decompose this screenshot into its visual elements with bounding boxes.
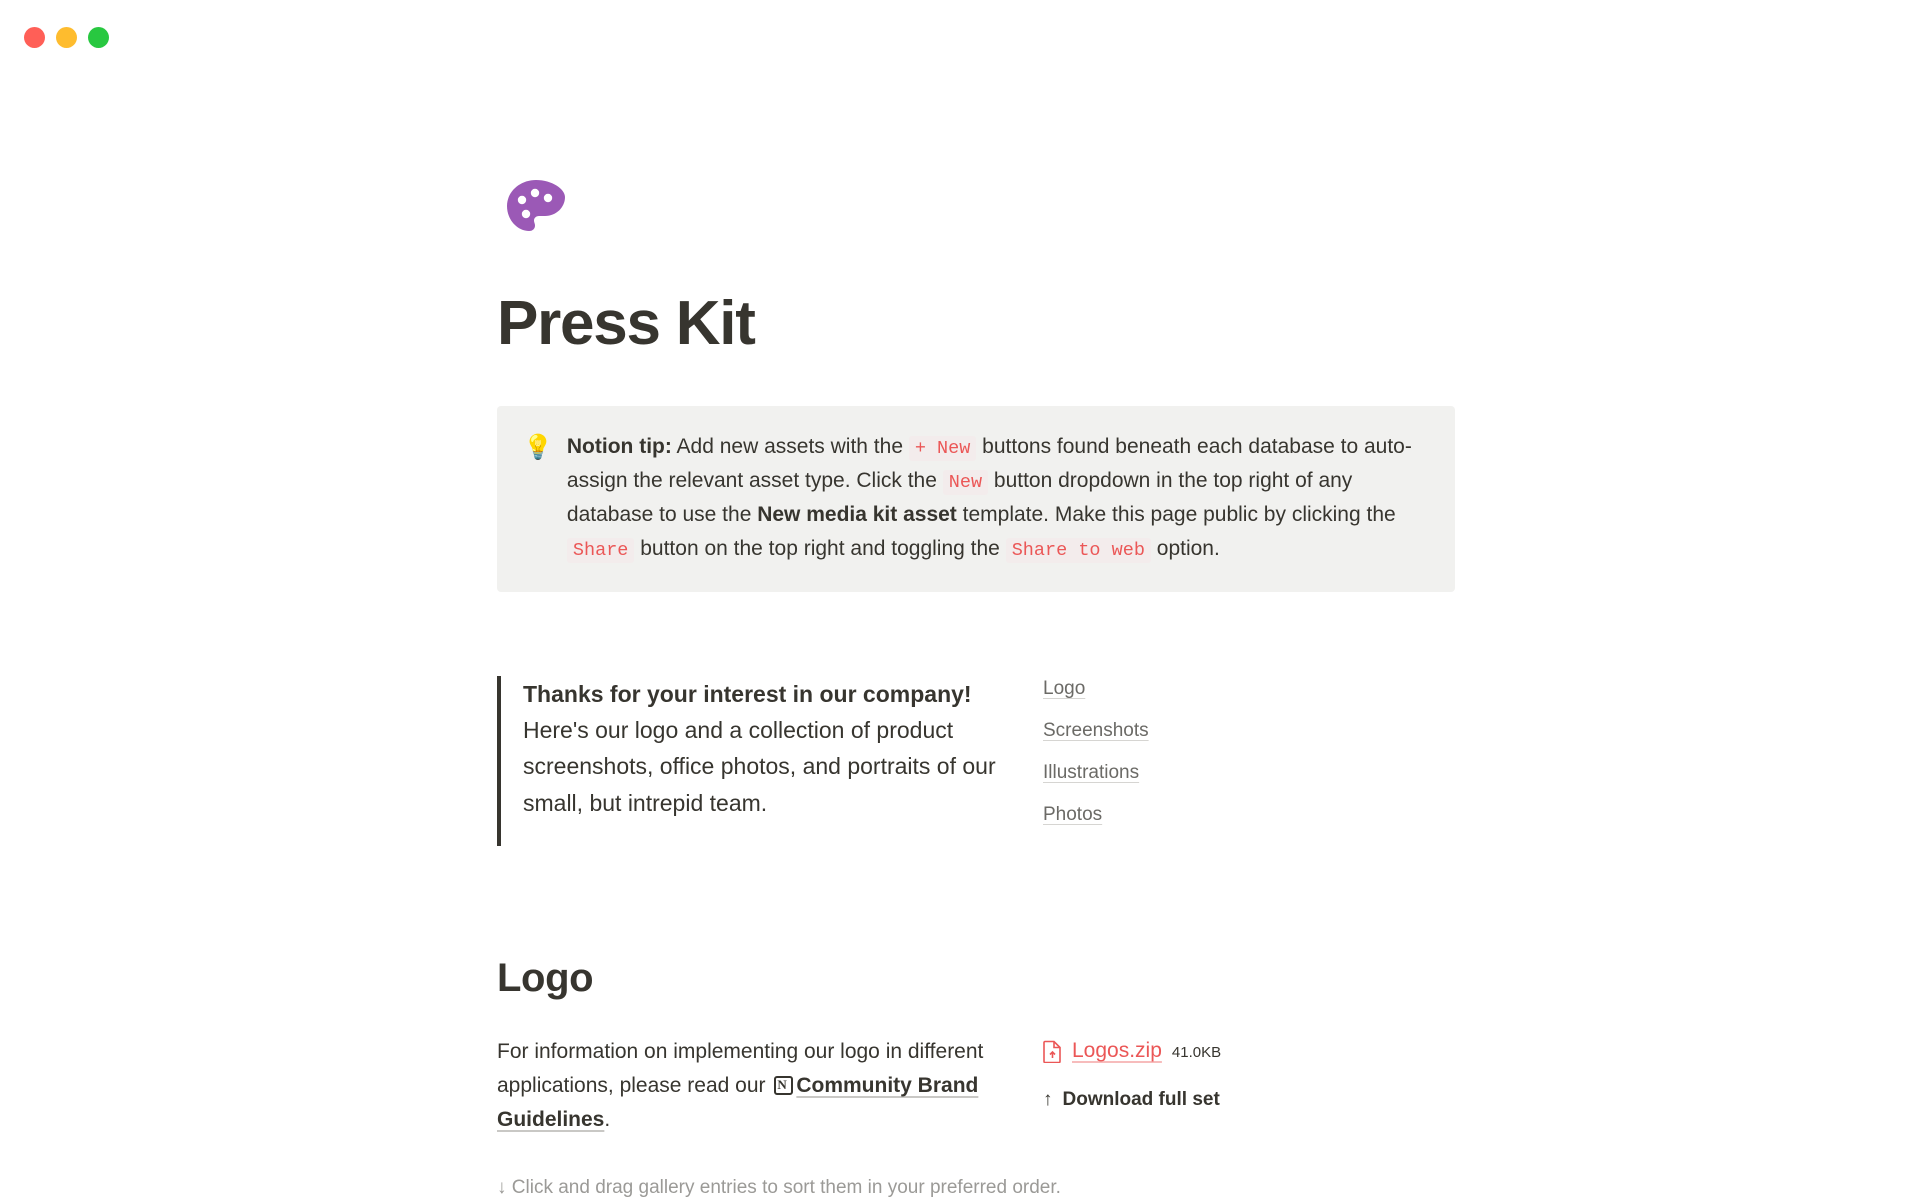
logo-desc-part2: . [604,1108,611,1132]
community-brand-guidelines-link[interactable]: Community Brand Guidelines [497,1074,979,1132]
download-full-set-button[interactable] [1043,1089,1221,1111]
callout-template-name: New media kit asset [757,503,957,527]
intro-heading: Thanks for your interest in our company! [523,681,972,708]
file-size: 41.0KB [1171,1044,1222,1062]
section-title-logo: Logo [497,956,594,1001]
toc-item-logo[interactable]: Logo [1043,678,1086,700]
logo-downloads [1043,1035,1221,1137]
callout-text [567,430,1429,566]
minimize-window-button[interactable] [56,27,77,48]
file-zip-icon [1043,1040,1062,1063]
code-share-to-web: Share to web [1006,538,1151,563]
intro-section [497,676,1800,846]
palette-icon[interactable] [497,170,575,248]
logo-section-row [497,1035,1800,1137]
page-title: Press Kit [497,289,755,358]
code-new: New [943,470,988,495]
callout-t6: option. [1150,537,1220,561]
callout-t5: button on the top right and toggling the [634,537,1006,561]
notion-icon [774,1076,793,1095]
window-titlebar [0,0,1920,74]
callout-t3: button dropdown in the top right of any database to use the [566,469,1353,527]
download-full-set-label: Download full set [1062,1089,1220,1111]
page-content [0,170,1920,1199]
lightbulb-icon: 💡 [523,434,553,462]
close-window-button[interactable] [24,27,45,48]
table-of-contents [1043,676,1149,846]
file-name-link[interactable]: Logos.zip [1072,1039,1162,1063]
logo-description [497,1035,1043,1137]
callout-label: Notion tip: [566,435,672,459]
traffic-lights [24,27,109,48]
file-row[interactable] [1043,1039,1221,1063]
callout-t1: Add new assets with the [671,435,909,459]
code-new-button: + New [909,436,977,461]
toc-item-photos[interactable]: Photos [1043,804,1103,826]
callout-t2: buttons found beneath each database to auto-assign the relevant asset type. Click the [566,435,1412,493]
code-share: Share [567,538,635,563]
intro-quote [497,676,1043,846]
callout-t4: template. Make this page public by clicking the [956,503,1396,527]
logo-desc-part1: For information on implementing our logo in different applications, please read our [497,1040,984,1098]
intro-body: Here's our logo and a collection of product screenshots, office photos, and portraits of our small, but intrepid team. [523,717,996,816]
toc-item-screenshots[interactable]: Screenshots [1043,720,1149,742]
sort-hint-text: ↓ Click and drag gallery entries to sort them in your preferred order. [497,1177,1061,1199]
toc-item-illustrations[interactable]: Illustrations [1043,762,1140,784]
arrow-up-icon: ↑ [1043,1089,1053,1111]
zoom-window-button[interactable] [88,27,109,48]
notion-tip-callout [497,406,1455,592]
